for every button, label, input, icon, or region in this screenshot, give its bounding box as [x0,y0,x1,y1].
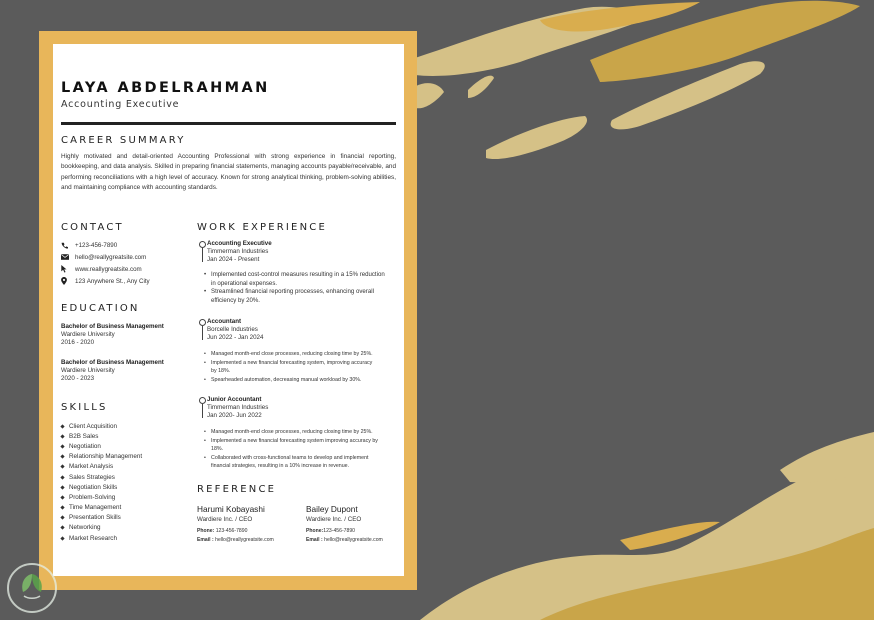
skill-item: Negotiation Skills [61,482,142,492]
skill-item: Problem-Solving [61,492,142,502]
job-entry [207,396,404,421]
job-title: Junior Accountant [207,396,262,403]
skill-item: Networking [61,523,142,533]
education-school: Wardiere University [61,367,115,374]
job-bullet: • Managed month-end close processes, reducing closing time by 25%. [203,428,404,437]
bullet-icon [60,516,64,520]
reference-email: Email : hello@reallygreatsite.com [306,537,383,543]
education-entry [61,359,164,383]
skill-item: Time Management [61,503,142,513]
email-icon [61,253,71,261]
education-heading: EDUCATION [61,303,140,314]
resume-page [53,44,404,576]
reference-card [197,504,274,543]
skill-item: B2B Sales [61,431,142,441]
job-bullets [203,428,404,471]
job-bullet: • Implemented a new financial forecasting system improving accuracy by 18%. [203,437,404,454]
bullet-icon [60,444,64,448]
skill-item: Relationship Management [61,452,142,462]
reference-name: Harumi Kobayashi [197,504,265,514]
reference-email: Email : hello@reallygreatsite.com [197,537,274,543]
contact-phone: +123-456-7890 [75,241,118,249]
job-entry [207,240,404,265]
education-degree: Bachelor of Business Management [61,359,164,366]
bullet-icon [60,455,64,459]
job-dates: Jan 2024 - Present [207,256,260,264]
watermark-logo [6,562,58,614]
job-bullet: • Streamlined financial reporting processes, enhancing overall efficiency by 20%. [203,288,404,305]
candidate-title: Accounting Executive [61,99,180,110]
reference-card [306,504,383,543]
skills-list [61,421,142,543]
bullet-icon [60,475,64,479]
skill-item: Market Analysis [61,462,142,472]
contact-email: hello@reallygreatsite.com [75,253,147,261]
candidate-name: LAYA ABDELRAHMAN [61,80,270,96]
reference-phone: Phone:123-456-7890 [306,528,355,534]
contact-website: www.reallygreatsite.com [75,265,142,273]
contact-item [61,239,150,251]
bullet-icon [60,495,64,499]
contact-list [61,239,150,287]
skill-item: Market Research [61,533,142,543]
phone-icon [61,241,71,249]
contact-item [61,275,150,287]
cursor-icon [61,265,71,273]
bullet-icon [60,465,64,469]
education-degree: Bachelor of Business Management [61,323,164,330]
skill-item: Negotiation [61,441,142,451]
education-entry [61,323,164,347]
job-title: Accountant [207,318,242,325]
education-years: 2020 - 2023 [61,375,95,382]
job-title: Accounting Executive [207,240,272,247]
bullet-icon [60,536,64,540]
summary-text: Highly motivated and detail-oriented Accounting Professional with strong experience in financial reporting, bookkeeping, and data analysis. Skilled in preparing financial statements, managing accounts payable/receivable, and performing reconciliations with a high level of accuracy. Known for strong analytical thinking, problem-solving abilities, and maintaining compliance with accounting standards. [61,153,396,192]
contact-heading: CONTACT [61,222,124,233]
header-divider [61,122,396,125]
skill-item: Presentation Skills [61,513,142,523]
bullet-icon [60,526,64,530]
job-dates: Jun 2022 - Jan 2024 [207,334,264,342]
reference-role: Wardiere Inc. / CEO [197,516,253,523]
bullet-icon [60,505,64,509]
reference-role: Wardiere Inc. / CEO [306,516,362,523]
job-bullets [203,271,404,305]
reference-heading: REFERENCE [197,484,277,495]
job-bullet: • Spearheaded automation, decreasing manual workload by 30%. [203,376,404,385]
bullet-icon [60,434,64,438]
experience-heading: WORK EXPERIENCE [197,222,327,233]
job-dates: Jan 2020- Jun 2022 [207,412,262,420]
reference-phone: Phone: 123-456-7890 [197,528,248,534]
job-bullet: • Collaborated with cross-functional teams to develop and implement financial strategies, resulting in a 10% increase in revenue. [203,454,404,471]
job-company: Timmerman Industries [207,404,269,412]
job-bullets [203,350,404,384]
job-company: Borcelle Industries [207,326,258,334]
education-years: 2016 - 2020 [61,339,95,346]
job-entry [207,318,404,343]
summary-heading: CAREER SUMMARY [61,135,186,146]
bullet-icon [60,424,64,428]
contact-item [61,251,150,263]
skills-heading: SKILLS [61,402,108,413]
reference-name: Bailey Dupont [306,504,358,514]
contact-item [61,263,150,275]
skill-item: Sales Strategies [61,472,142,482]
job-company: Timmerman Industries [207,248,269,256]
bullet-icon [60,485,64,489]
skill-item: Client Acquisition [61,421,142,431]
education-school: Wardiere University [61,331,115,338]
job-bullet: • Managed month-end close processes, reducing closing time by 25%. [203,350,404,359]
location-pin-icon [61,277,71,285]
job-bullet: • Implemented a new financial forecasting system, improving accuracy by 18%. [203,359,404,376]
contact-address: 123 Anywhere St., Any City [75,277,150,285]
job-bullet: • Implemented cost-control measures resulting in a 15% reduction in operational expenses. [203,271,404,288]
